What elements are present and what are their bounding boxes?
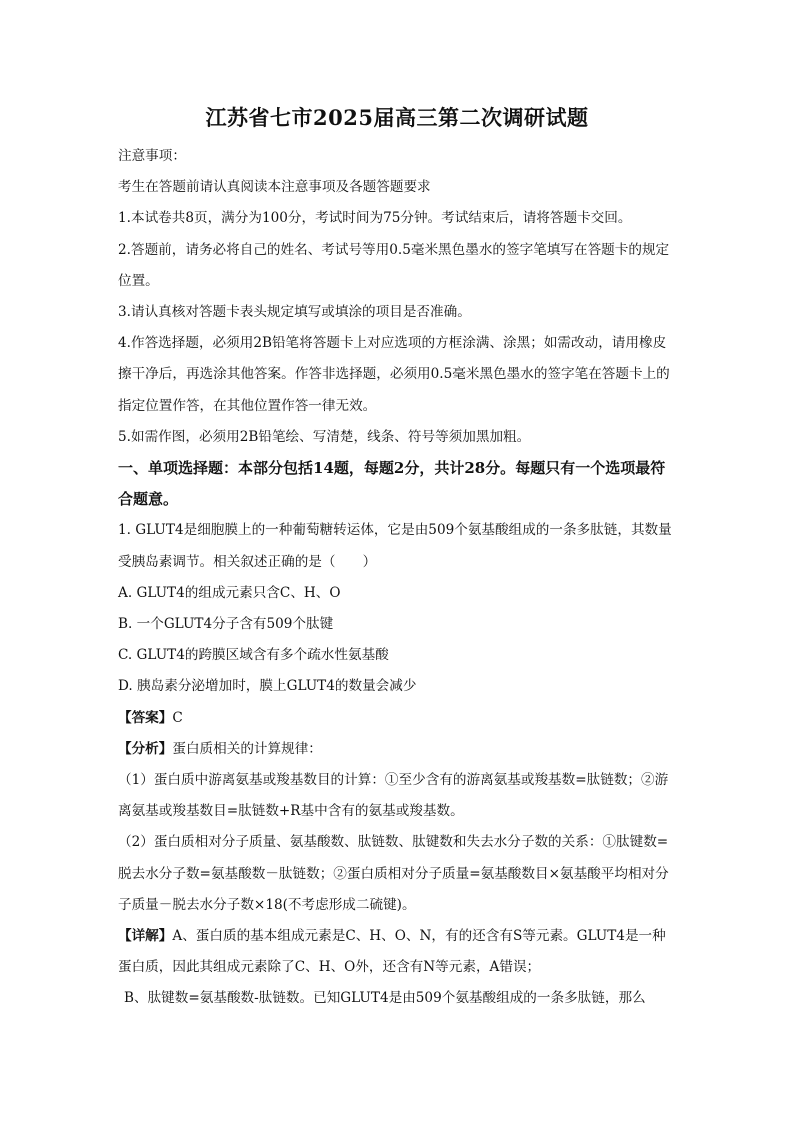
option-d: D. 胰岛素分泌增加时，膜上GLUT4的数量会减少 (118, 678, 417, 695)
detail-a: A、蛋白质的基本组成元素是C、H、O、N，有的还含有S等元素。GLUT4是一种蛋白质，因此其组成元素除了C、H、O外，还含有N等元素，A错误； (118, 928, 666, 976)
question-stem: 1. GLUT4是细胞膜上的一种葡萄糖转运体，它是由509个氨基酸组成的一条多肽链，其数量受胰岛素调节。相关叙述正确的是（ ） (118, 522, 672, 570)
notice-item-3: 3.请认真核对答题卡表头规定填写或填涂的项目是否准确。 (118, 304, 471, 321)
detail-tag: 【详解】 (118, 928, 173, 945)
answer-tag: 【答案】 (118, 709, 173, 726)
page-title: 江苏省七市2025届高三第二次调研试题 (205, 105, 589, 130)
analysis-point-1: （1）蛋白质中游离氨基或羧基数目的计算：①至少含有的游离氨基或羧基数=肽链数；②游离氨基或羧基数目=肽链数+R基中含有的氨基或羧基数。 (118, 772, 669, 820)
analysis-intro: 蛋白质相关的计算规律： (172, 740, 322, 757)
notice-item-4: 4.作答选择题，必须用2B铅笔将答题卡上对应选项的方框涂满、涂黑；如需改动，请用橡皮擦干净后，再选涂其他答案。作答非选择题，必须用0.5毫米黑色墨水的签字笔在答题卡上的指定位置作答，在其他位置作答一律无效。 (118, 335, 670, 414)
detail-line (118, 921, 676, 983)
notice-item-5: 5.如需作图，必须用2B铅笔绘、写清楚，线条、符号等须加黑加粗。 (118, 428, 531, 445)
option-b: B. 一个GLUT4分子含有509个肽键 (118, 616, 334, 633)
answer-value: C (172, 709, 183, 726)
notice-heading: 注意事项： (118, 148, 186, 164)
notice-item-1: 1.本试卷共8页，满分为100分，考试时间为75分钟。考试结束后，请将答题卡交回。 (118, 210, 632, 227)
option-a: A. GLUT4的组成元素只含C、H、O (118, 584, 341, 601)
analysis-point-2: （2）蛋白质相对分子质量、氨基酸数、肽链数、肽键数和失去水分子数的关系：①肽键数=脱去水分子数=氨基酸数－肽链数；②蛋白质相对分子质量=氨基酸数目×氨基酸平均相对分子质量－脱去水分子数×18(不考虑形成二硫键)。 (118, 834, 669, 913)
section-heading: 一、单项选择题：本部分包括14题，每题2分，共计28分。每题只有一个选项最符合题意。 (118, 459, 666, 509)
notice-intro: 考生在答题前请认真阅读本注意事项及各题答题要求 (118, 179, 431, 196)
analysis-line (118, 734, 676, 765)
detail-b: B、肽键数=氨基酸数-肽链数。已知GLUT4是由509个氨基酸组成的一条多肽链，那么 (124, 990, 646, 1007)
option-c: C. GLUT4的跨膜区域含有多个疏水性氨基酸 (118, 647, 389, 664)
analysis-tag: 【分析】 (118, 740, 173, 757)
notice-item-2: 2.答题前，请务必将自己的姓名、考试号等用0.5毫米黑色墨水的签字笔填写在答题卡的规定位置。 (118, 241, 670, 289)
answer-line (118, 703, 676, 734)
document-body (118, 141, 676, 1015)
